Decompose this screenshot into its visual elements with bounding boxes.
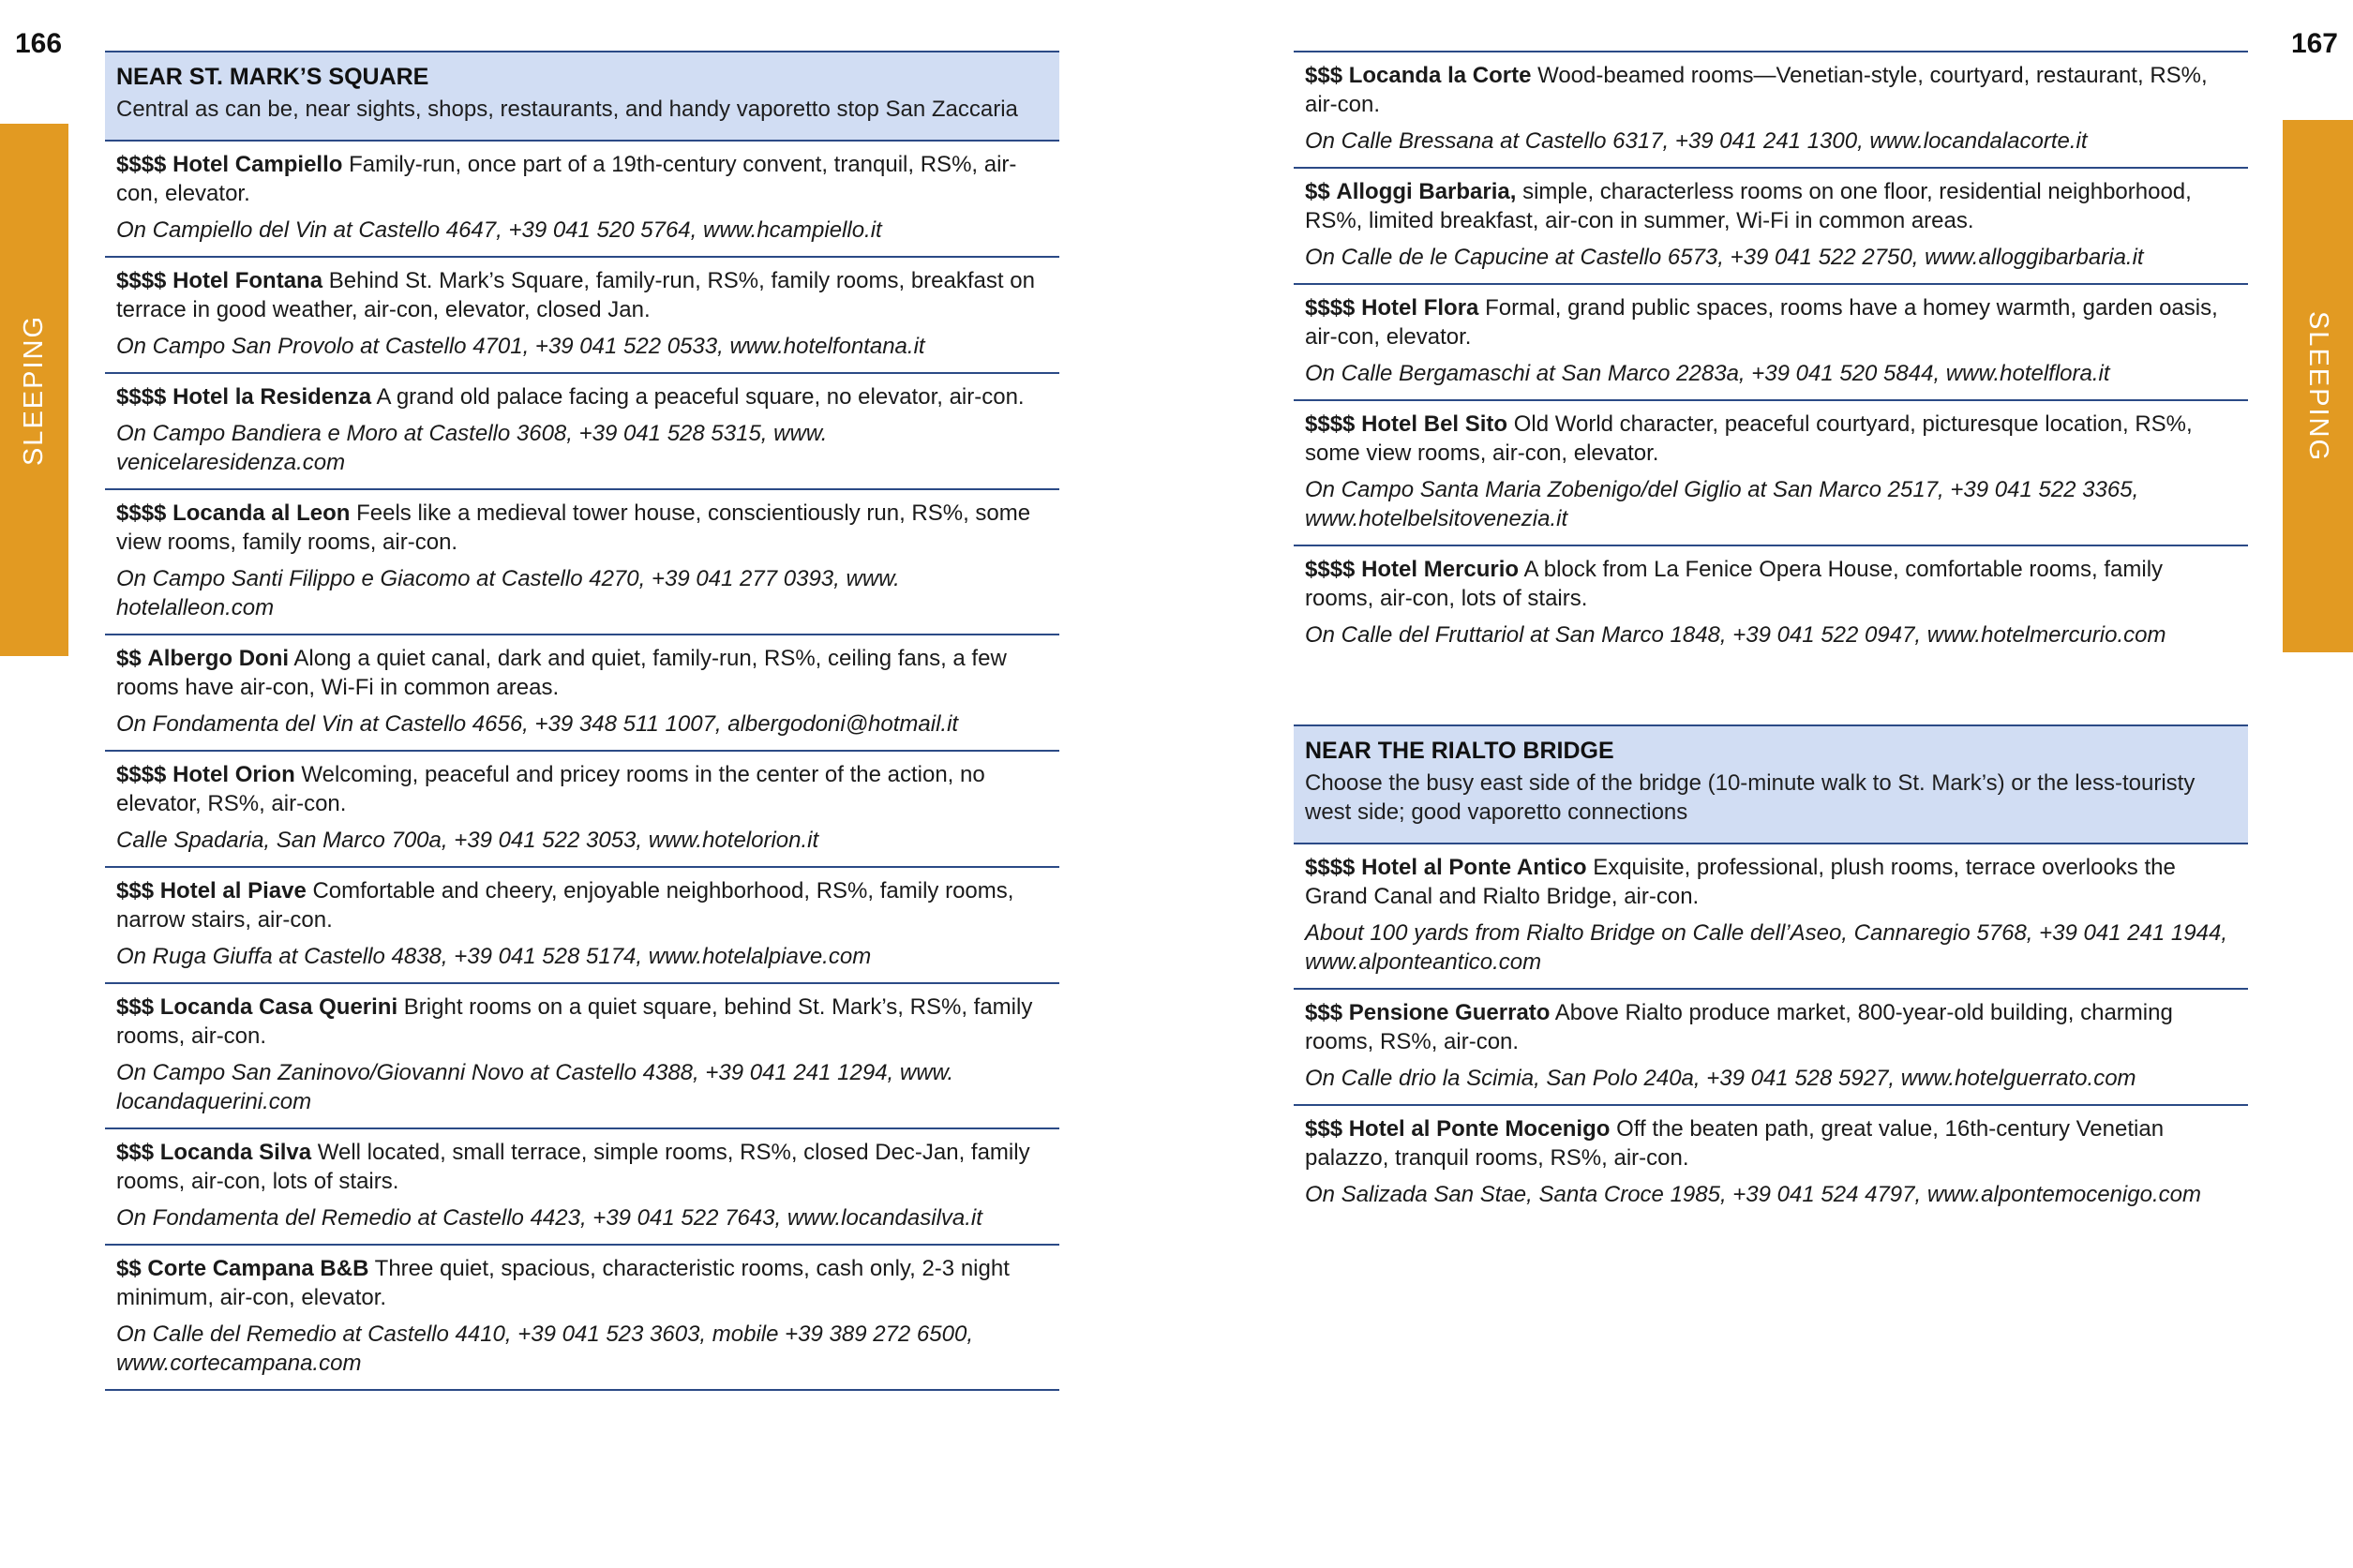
price-rating: $$$$ <box>116 384 167 410</box>
hotel-entry <box>105 1129 1059 1246</box>
hotel-address: Calle Spadaria, San Marco 700a, +39 041 522 3053, www.hotelorion.it <box>116 828 819 853</box>
hotel-address: On Calle drio la Scimia, San Polo 240a, +39 041 528 5927, www.hotelguerrato.com <box>1305 1066 2136 1091</box>
hotel-description <box>1305 61 2237 119</box>
hotel-features: Above Rialto produce market, 800-year-old building, charming rooms, RS%, air-con. <box>1305 1000 2173 1054</box>
hotel-features: Feels like a medieval tower house, conscientiously run, RS%, some view rooms, family rooms, air-con. <box>116 500 1031 555</box>
hotel-address: On Salizada San Stae, Santa Croce 1985, +39 041 524 4797, www.alpontemocenigo.com <box>1305 1182 2201 1207</box>
hotel-name: Hotel Bel Sito <box>1361 411 1508 437</box>
section-title: NEAR THE RIALTO BRIDGE <box>1305 738 1614 764</box>
hotel-name: Hotel Flora <box>1361 295 1479 321</box>
hotel-name: Locanda Silva <box>159 1140 312 1165</box>
hotel-description <box>116 1254 1048 1312</box>
hotel-address: On Calle de le Capucine at Castello 6573, +39 041 522 2750, www.alloggibarbaria.it <box>1305 245 2144 270</box>
hotel-description <box>116 993 1048 1051</box>
hotel-entry <box>105 984 1059 1129</box>
hotel-name: Locanda Casa Querini <box>159 994 398 1020</box>
hotel-name: Alloggi Barbaria, <box>1336 179 1517 204</box>
hotel-description <box>116 499 1048 557</box>
hotel-entry <box>1294 990 2248 1106</box>
hotel-name: Hotel Mercurio <box>1361 557 1520 582</box>
price-rating: $$$ <box>1305 1116 1343 1142</box>
hotel-name: Hotel al Ponte Antico <box>1361 855 1587 880</box>
hotel-name: Locanda al Leon <box>172 500 351 526</box>
hotel-description <box>116 266 1048 324</box>
hotel-features: Wood-beamed rooms—Venetian-style, courtyard, restaurant, RS%, air-con. <box>1305 63 2208 117</box>
hotel-description <box>116 150 1048 208</box>
hotel-entry <box>105 752 1059 868</box>
hotel-address: On Campo San Provolo at Castello 4701, +39 041 522 0533, www.hotelfontana.it <box>116 334 925 359</box>
hotel-entry <box>105 635 1059 752</box>
hotel-description <box>116 760 1048 818</box>
hotel-address: On Campo Santa Maria Zobenigo/del Giglio at San Marco 2517, +39 041 522 3365, www.hotelbelsitovenezia.it <box>1305 477 2139 531</box>
hotel-description <box>1305 853 2237 911</box>
hotel-description <box>1305 1114 2237 1172</box>
hotel-entry <box>105 1246 1059 1391</box>
hotel-features: Formal, grand public spaces, rooms have a homey warmth, garden oasis, air-con, elevator. <box>1305 295 2218 350</box>
hotel-features: Family-run, once part of a 19th-century convent, tranquil, RS%, air-con, elevator. <box>116 152 1017 206</box>
hotel-address: On Calle del Fruttariol at San Marco 1848, +39 041 522 0947, www.hotelmercurio.com <box>1305 622 2166 648</box>
left-column <box>105 51 1059 1391</box>
hotel-name: Corte Campana B&B <box>147 1256 369 1281</box>
hotel-description <box>1305 555 2237 613</box>
hotel-features: A grand old palace facing a peaceful square, no elevator, air-con. <box>376 384 1025 410</box>
hotel-description <box>1305 177 2237 235</box>
sleeping-tab-right <box>2283 120 2353 652</box>
hotel-features: Exquisite, professional, plush rooms, terrace overlooks the Grand Canal and Rialto Bridge, air-con. <box>1305 855 2176 909</box>
sleeping-tab-left <box>0 124 68 656</box>
price-rating: $$$$ <box>116 762 167 787</box>
hotel-features: Off the beaten path, great value, 16th-century Venetian palazzo, tranquil rooms, RS%, air-con. <box>1305 1116 2165 1171</box>
hotel-description <box>1305 293 2237 351</box>
price-rating: $$$$ <box>1305 557 1356 582</box>
section-header-st-marks <box>105 51 1059 142</box>
hotel-entry <box>105 868 1059 984</box>
price-rating: $$$$ <box>116 500 167 526</box>
hotel-address: On Campo Bandiera e Moro at Castello 3608, +39 041 528 5315, www. venicelaresidenza.com <box>116 421 828 475</box>
hotel-entry <box>105 142 1059 258</box>
hotel-features: Three quiet, spacious, characteristic rooms, cash only, 2-3 night minimum, air-con, elevator. <box>116 1256 1010 1310</box>
price-rating: $$$$ <box>1305 855 1356 880</box>
hotel-name: Hotel al Ponte Mocenigo <box>1348 1116 1611 1142</box>
hotel-address: About 100 yards from Rialto Bridge on Calle dell’Aseo, Cannaregio 5768, +39 041 241 1944, www.alponteantico.com <box>1305 920 2227 975</box>
hotel-name: Pensione Guerrato <box>1348 1000 1551 1025</box>
price-rating: $$$$ <box>116 268 167 293</box>
price-rating: $$$ <box>1305 1000 1343 1025</box>
hotel-address: On Campiello del Vin at Castello 4647, +39 041 520 5764, www.hcampiello.it <box>116 217 882 243</box>
hotel-entry <box>1294 401 2248 546</box>
hotel-features: Old World character, peaceful courtyard, picturesque location, RS%, some view rooms, air-con, elevator. <box>1305 411 2193 466</box>
hotel-name: Hotel la Residenza <box>172 384 372 410</box>
hotel-name: Hotel Orion <box>172 762 295 787</box>
hotel-entry <box>1294 546 2248 661</box>
price-rating: $$$ <box>1305 63 1343 88</box>
hotel-features: simple, characterless rooms on one floor, residential neighborhood, RS%, limited breakfast, air-con in summer, Wi-Fi in common areas. <box>1305 179 2192 233</box>
hotel-entry <box>105 258 1059 374</box>
hotel-entry <box>105 490 1059 635</box>
section-title: NEAR ST. MARK’S SQUARE <box>116 64 429 90</box>
hotel-entry <box>1294 285 2248 401</box>
price-rating: $$$ <box>116 878 155 903</box>
hotel-address: On Calle Bressana at Castello 6317, +39 041 241 1300, www.locandalacorte.it <box>1305 128 2088 154</box>
hotel-entry <box>1294 169 2248 285</box>
hotel-name: Hotel Fontana <box>172 268 323 293</box>
price-rating: $$$ <box>116 1140 155 1165</box>
hotel-address: On Fondamenta del Vin at Castello 4656, +39 348 511 1007, albergodoni@hotmail.it <box>116 711 959 737</box>
hotel-description <box>116 382 1048 411</box>
hotel-features: Behind St. Mark’s Square, family-run, RS%, family rooms, breakfast on terrace in good weather, air-con, elevator, closed Jan. <box>116 268 1035 322</box>
hotel-features: Bright rooms on a quiet square, behind St. Mark’s, RS%, family rooms, air-con. <box>116 994 1033 1049</box>
hotel-features: Well located, small terrace, simple rooms, RS%, closed Dec-Jan, family rooms, air-con, lots of stairs. <box>116 1140 1030 1194</box>
hotel-features: Along a quiet canal, dark and quiet, family-run, RS%, ceiling fans, a few rooms have air-con, Wi-Fi in common areas. <box>116 646 1007 700</box>
hotel-entry <box>105 374 1059 490</box>
sleeping-tab-label: SLEEPING <box>2303 310 2333 462</box>
hotel-address: On Calle Bergamaschi at San Marco 2283a, +39 041 520 5844, www.hotelflora.it <box>1305 361 2110 386</box>
hotel-entry <box>1294 1106 2248 1220</box>
sleeping-tab-label: SLEEPING <box>19 314 49 466</box>
hotel-entry <box>1294 51 2248 169</box>
price-rating: $$$ <box>116 994 155 1020</box>
page-number-right: 167 <box>2290 28 2338 59</box>
right-column <box>1294 51 2248 1220</box>
hotel-name: Hotel al Piave <box>159 878 307 903</box>
page-number-left: 166 <box>15 28 63 59</box>
hotel-address: On Campo San Zaninovo/Giovanni Novo at Castello 4388, +39 041 241 1294, www. locandaquerini.com <box>116 1060 954 1114</box>
hotel-address: On Calle del Remedio at Castello 4410, +39 041 523 3603, mobile +39 389 272 6500, www.cortecampana.com <box>116 1322 973 1376</box>
hotel-name: Hotel Campiello <box>172 152 343 177</box>
section-description: Choose the busy east side of the bridge (10-minute walk to St. Mark’s) or the less-touristy west side; good vaporetto connections <box>1305 770 2196 825</box>
hotel-entry <box>1294 844 2248 990</box>
hotel-description <box>116 876 1048 934</box>
price-rating: $$ <box>116 646 142 671</box>
hotel-name: Albergo Doni <box>147 646 290 671</box>
price-rating: $$ <box>116 1256 142 1281</box>
hotel-features: A block from La Fenice Opera House, comfortable rooms, family rooms, air-con, lots of stairs. <box>1305 557 2164 611</box>
hotel-description <box>116 1138 1048 1196</box>
price-rating: $$$$ <box>116 152 167 177</box>
hotel-address: On Fondamenta del Remedio at Castello 4423, +39 041 522 7643, www.locandasilva.it <box>116 1205 982 1231</box>
hotel-features: Welcoming, peaceful and pricey rooms in the center of the action, no elevator, RS%, air-con. <box>116 762 985 816</box>
hotel-address: On Campo Santi Filippo e Giacomo at Castello 4270, +39 041 277 0393, www. hotelalleon.com <box>116 566 900 620</box>
hotel-name: Locanda la Corte <box>1348 63 1532 88</box>
section-spacer <box>1294 661 2248 724</box>
hotel-description <box>116 644 1048 702</box>
hotel-address: On Ruga Giuffa at Castello 4838, +39 041 528 5174, www.hotelalpiave.com <box>116 944 872 969</box>
section-header-rialto <box>1294 724 2248 844</box>
price-rating: $$ <box>1305 179 1330 204</box>
hotel-description <box>1305 410 2237 468</box>
hotel-features: Comfortable and cheery, enjoyable neighborhood, RS%, family rooms, narrow stairs, air-con. <box>116 878 1014 933</box>
hotel-description <box>1305 998 2237 1056</box>
price-rating: $$$$ <box>1305 295 1356 321</box>
price-rating: $$$$ <box>1305 411 1356 437</box>
section-description: Central as can be, near sights, shops, restaurants, and handy vaporetto stop San Zaccaria <box>116 97 1018 122</box>
